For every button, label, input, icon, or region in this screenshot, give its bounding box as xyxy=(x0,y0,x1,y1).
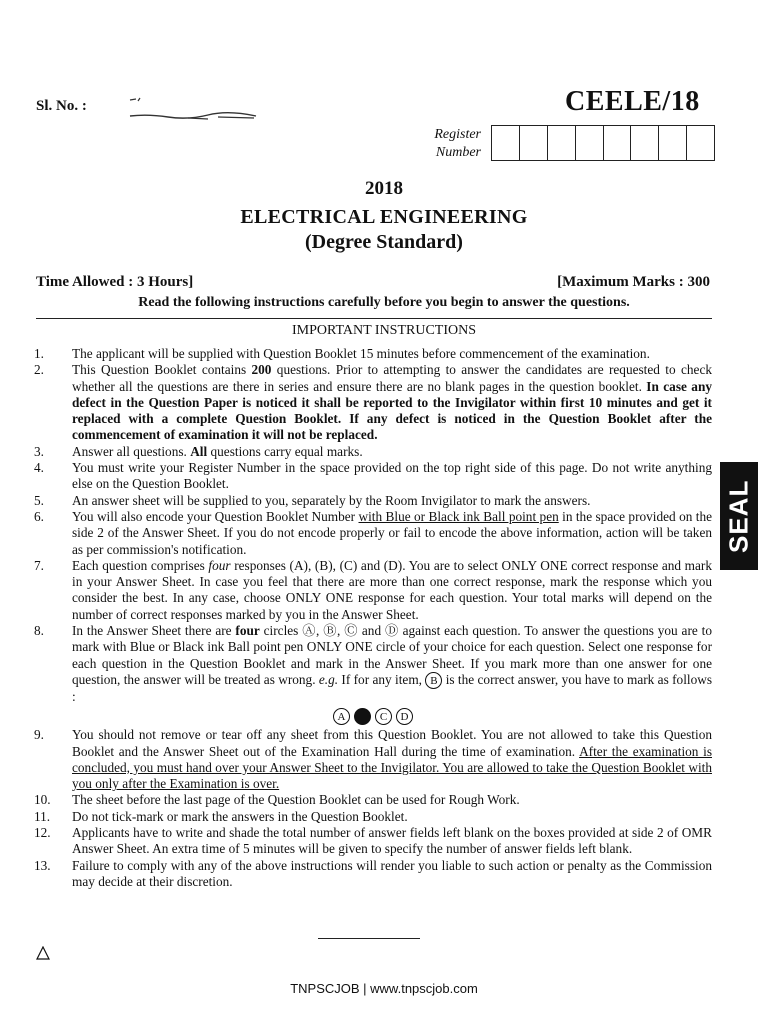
exam-standard: (Degree Standard) xyxy=(305,231,463,253)
instruction-item: 8. In the Answer Sheet there are four circles Ⓐ, Ⓑ, Ⓒ and Ⓓ against each question. To answer the questions you are to mark with Blue or Black ink Ball point pen ONLY ONE circle of your choice for each question. Select one response for each question in the Question Booklet and mark in the Answer Sheet. If you mark more than one answer for one question, the answer will be treated as wrong. e.g. If for any item, B is the correct answer, you have to mark as follows : xyxy=(34,623,713,704)
instruction-item: 6. You will also encode your Question Booklet Number with Blue or Black ink Ball point pen in the space provided on the side 2 of the Answer Sheet. If you do not encode properly or fail to encode the above information, action will be taken as per commission's notification. xyxy=(34,508,712,557)
instruction-item: 3. Answer all questions. All questions carry equal marks. xyxy=(34,443,363,459)
time-allowed: Time Allowed : 3 Hours] xyxy=(36,274,194,290)
instruction-item: 9. You should not remove or tear off any sheet from this Question Booklet. You are not allowed to take this Question Booklet and the Answer Sheet out of the Examination Hall during the time of examination. After the examination is concluded, you must hand over your Answer Sheet to the Invigilator. You are allowed to take the Question Booklet with you only after the Examination is over. xyxy=(34,727,712,792)
circled-option-icon: B xyxy=(425,672,442,689)
register-digit-box[interactable] xyxy=(659,126,687,160)
instruction-item: 10. The sheet before the last page of the Question Booklet can be used for Rough Work. xyxy=(34,792,520,808)
register-digit-box[interactable] xyxy=(604,126,632,160)
instruction-item: 12. Applicants have to write and shade the total number of answer fields left blank on the boxes provided at side 2 of OMR Answer Sheet. An extra time of 5 minutes will be given to specify the number of answer fields left blank. xyxy=(34,825,712,857)
instructions-list xyxy=(34,346,712,890)
instruction-item: 13. Failure to comply with any of the above instructions will render you liable to such action or penalty as the Commission may decide at their discretion. xyxy=(34,857,712,889)
end-divider xyxy=(318,938,420,939)
instruction-item: 1. The applicant will be supplied with Question Booklet 15 minutes before commencement of the examination. xyxy=(34,346,650,361)
register-digit-box[interactable] xyxy=(520,126,548,160)
option-a-circle: A xyxy=(333,708,350,725)
register-digit-box[interactable] xyxy=(576,126,604,160)
instruction-item: 2. This Question Booklet contains 200 questions. Prior to attempting to answer the candidates are requested to check whether all the questions are there in series and ensure there are no blank pages in the question booklet. In case any defect in the Question Paper is noticed it shall be reported to the Invigilator within first 10 minutes and get it replaced with a complete Question Booklet. If any defect is noticed in the Question Booklet after the commencement of examination it will not be replaced. xyxy=(34,362,712,443)
maximum-marks: [Maximum Marks : 300 xyxy=(557,274,710,290)
triangle-icon xyxy=(36,946,50,960)
register-digit-box[interactable] xyxy=(631,126,659,160)
answer-mark-example xyxy=(34,705,712,727)
instruction-item: 7. Each question comprises four responses (A), (B), (C) and (D). You are to select ONLY ONE correct response and mark in your Answer Sheet. In case you feel that there are more than one correct response, mark the response which you consider the best. In any case, choose ONLY ONE response for each question. Your total marks will depend on the number of correct responses marked by you in the Answer Sheet. xyxy=(34,557,712,622)
option-b-filled-circle xyxy=(354,708,371,725)
instruction-item: 11. Do not tick-mark or mark the answers in the Question Booklet. xyxy=(34,808,408,824)
serial-number-scribble xyxy=(128,96,258,124)
instruction-item: 4. You must write your Register Number in the space provided on the top right side of this page. Do not write anything else on the Question Booklet. xyxy=(34,460,712,492)
instructions-heading: IMPORTANT INSTRUCTIONS xyxy=(291,323,477,338)
register-number-boxes[interactable] xyxy=(491,125,715,161)
register-digit-box[interactable] xyxy=(492,126,520,160)
instruction-item: 5. An answer sheet will be supplied to you, separately by the Room Invigilator to mark the answers. xyxy=(34,492,591,508)
register-digit-box[interactable] xyxy=(687,126,714,160)
exam-subject: ELECTRICAL ENGINEERING xyxy=(240,206,528,228)
seal-label: SEAL xyxy=(723,479,754,553)
read-instructions-note: Read the following instructions carefully before you begin to answer the questions. xyxy=(138,295,630,310)
register-digit-box[interactable] xyxy=(548,126,576,160)
exam-year: 2018 xyxy=(365,178,403,199)
paper-code: CEELE/18 xyxy=(565,86,700,117)
footer-watermark: TNPSCJOB | www.tnpscjob.com xyxy=(290,981,478,996)
option-d-circle: D xyxy=(396,708,413,725)
option-c-circle: C xyxy=(375,708,392,725)
divider xyxy=(36,318,712,319)
serial-number-label: Sl. No. : xyxy=(36,98,87,114)
register-number-label: Register Number xyxy=(434,127,481,160)
